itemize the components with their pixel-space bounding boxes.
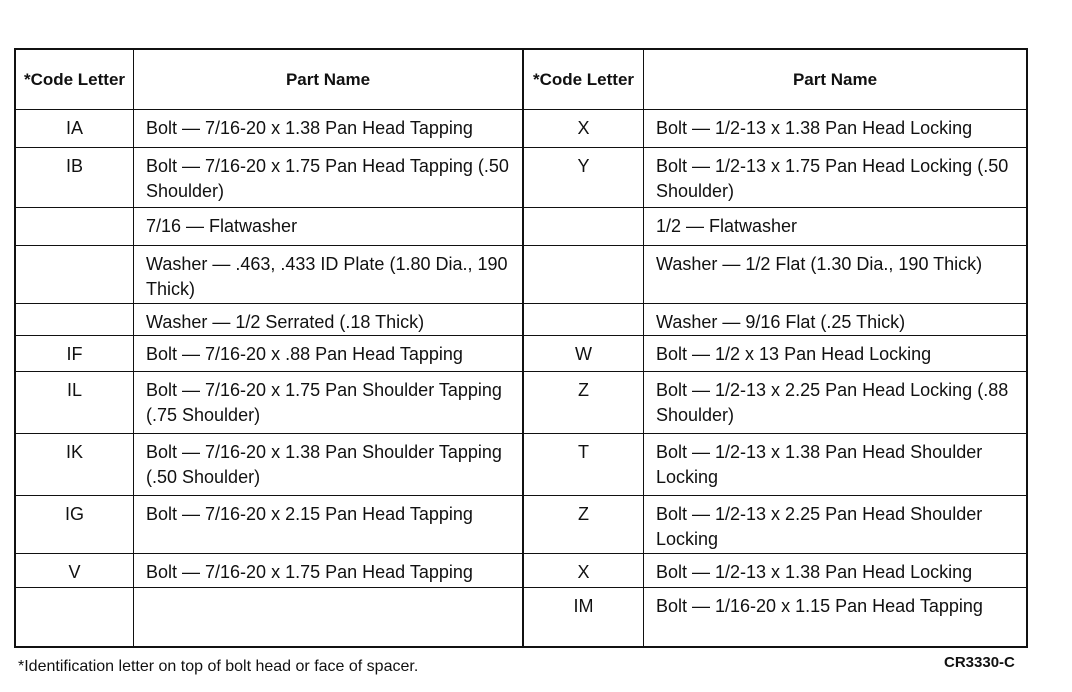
part-name-cell: Bolt — 1/2-13 x 1.38 Pan Head Shoulder Locking (644, 434, 1026, 496)
code-letter-cell: Y (524, 148, 644, 208)
code-letter-cell (16, 588, 134, 646)
part-name-cell: Bolt — 7/16-20 x 2.15 Pan Head Tapping (134, 496, 522, 554)
code-letter-cell: IM (524, 588, 644, 646)
part-name-cell: Bolt — 1/16-20 x 1.15 Pan Head Tapping (656, 596, 983, 616)
part-name-cell: Washer — 1/2 Serrated (.18 Thick) (134, 304, 522, 336)
part-name-cell: Bolt — 1/2-13 x 1.38 Pan Head Locking (644, 554, 1026, 588)
part-name-cell: Bolt — 1/2-13 x 2.25 Pan Head Shoulder Locking (644, 496, 1026, 554)
code-letter-cell: T (524, 434, 644, 496)
figure-reference: CR3330-C (944, 654, 1015, 671)
part-name-header: Part Name (134, 50, 522, 110)
code-letter-cell (524, 208, 644, 246)
part-name-cell: Bolt — 7/16-20 x 1.75 Pan Head Tapping (134, 554, 522, 588)
part-name-header: Part Name (644, 50, 1026, 110)
code-letter-cell (16, 246, 134, 304)
parts-table-left (14, 48, 524, 648)
part-name-cell: Bolt — 7/16-20 x 1.75 Pan Shoulder Tapping (.75 Shoulder) (134, 372, 522, 434)
code-letter-cell: IG (16, 496, 134, 554)
code-letter-cell (524, 304, 644, 336)
part-name-cell: Bolt — 1/2-13 x 1.38 Pan Head Locking (644, 110, 1026, 148)
part-name-cell: Washer — .463, .433 ID Plate (1.80 Dia., 190 Thick) (134, 246, 522, 304)
part-name-cell: Bolt — 1/2-13 x 1.75 Pan Head Locking (.50 Shoulder) (644, 148, 1026, 208)
code-letter-header: *Code Letter (16, 50, 134, 110)
code-letter-cell: IF (16, 336, 134, 372)
code-letter-cell (524, 246, 644, 304)
code-letter-cell: X (524, 110, 644, 148)
code-letter-cell: IL (16, 372, 134, 434)
part-name-cell: Washer — 1/2 Flat (1.30 Dia., 190 Thick) (644, 246, 1026, 304)
code-letter-cell: IB (16, 148, 134, 208)
part-name-cell: 7/16 — Flatwasher (134, 208, 522, 246)
code-letter-cell (16, 208, 134, 246)
code-letter-cell: W (524, 336, 644, 372)
code-letter-cell: Z (524, 372, 644, 434)
parts-table-right (522, 48, 1028, 648)
part-name-cell: Bolt — 1/2-13 x 2.25 Pan Head Locking (.88 Shoulder) (644, 372, 1026, 434)
code-letter-cell: Z (524, 496, 644, 554)
code-letter-header: *Code Letter (524, 50, 644, 110)
code-letter-cell: V (16, 554, 134, 588)
code-letter-cell: IK (16, 434, 134, 496)
part-name-cell: 1/2 — Flatwasher (644, 208, 1026, 246)
part-name-cell (134, 588, 522, 646)
code-letter-cell: X (524, 554, 644, 588)
part-name-cell: Washer — 9/16 Flat (.25 Thick) (644, 304, 1026, 336)
part-name-cell: Bolt — 7/16-20 x 1.38 Pan Shoulder Tapping (.50 Shoulder) (134, 434, 522, 496)
footnote: *Identification letter on top of bolt head or face of spacer. (18, 658, 419, 675)
part-name-cell: Bolt — 7/16-20 x 1.75 Pan Head Tapping (.50 Shoulder) (134, 148, 522, 208)
part-name-cell: Bolt — 7/16-20 x .88 Pan Head Tapping (134, 336, 522, 372)
part-name-cell: Bolt — 1/2 x 13 Pan Head Locking (644, 336, 1026, 372)
code-letter-cell (16, 304, 134, 336)
code-letter-cell: IA (16, 110, 134, 148)
part-name-cell: Bolt — 7/16-20 x 1.38 Pan Head Tapping (134, 110, 522, 148)
